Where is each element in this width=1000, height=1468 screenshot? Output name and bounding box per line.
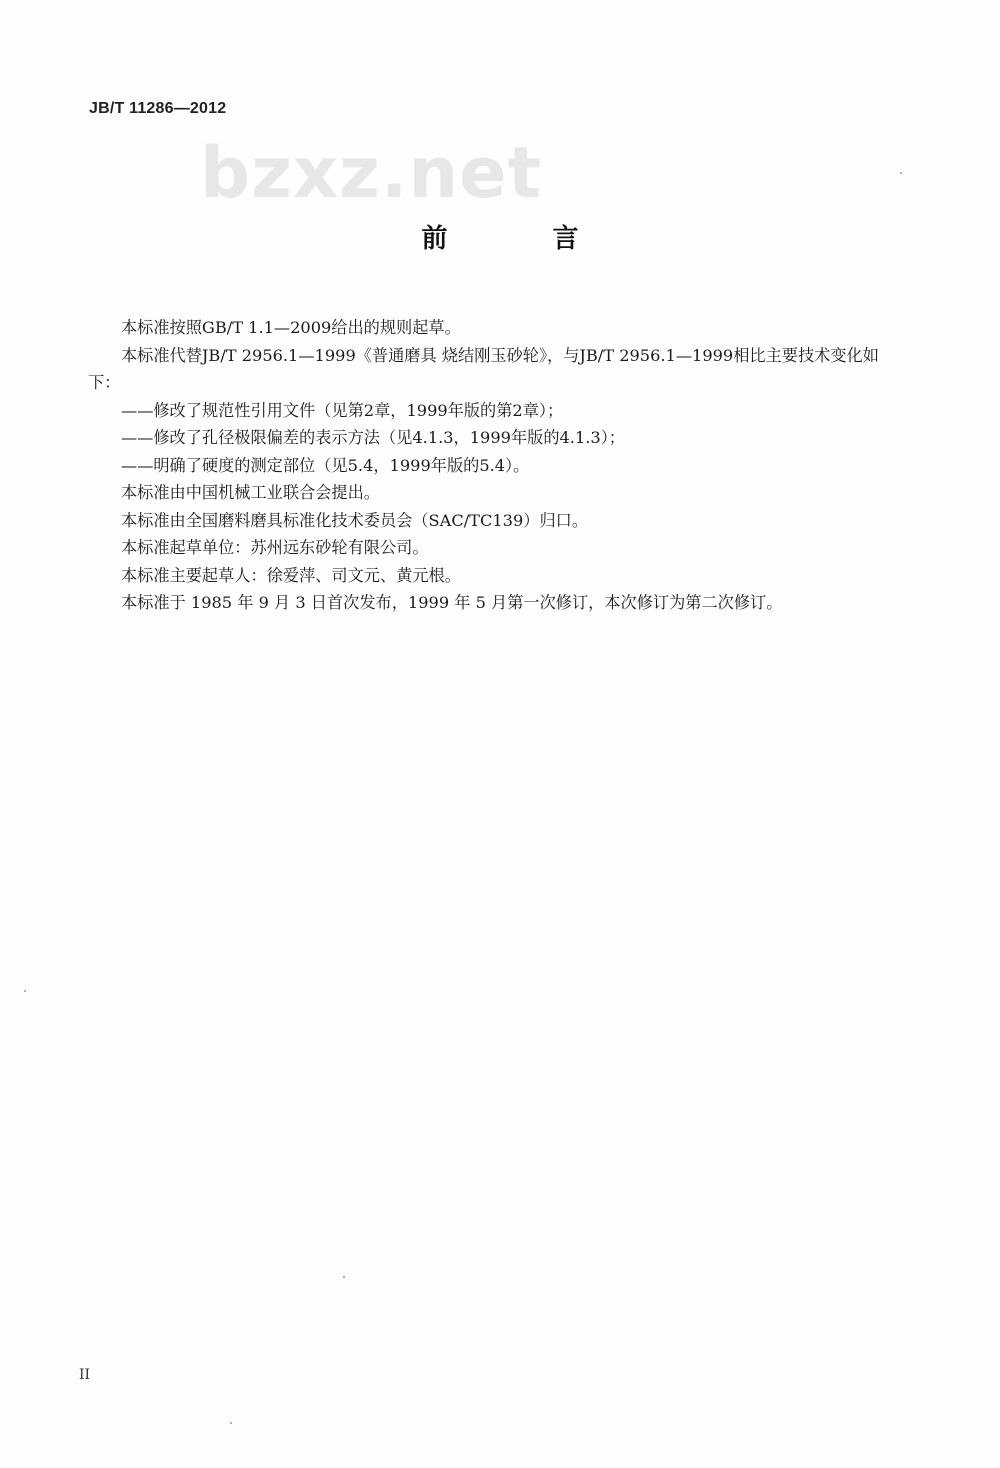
paragraph-proposer: 本标准由中国机械工业联合会提出。 <box>121 483 380 502</box>
page-title: 前 言 <box>421 224 627 254</box>
scan-speck <box>24 990 26 992</box>
standard-code: JB/T 11286—2012 <box>89 100 227 117</box>
scan-speck <box>900 172 902 174</box>
watermark: bzxz.net <box>200 132 543 214</box>
change-item: ——明确了硬度的测定部位（见5.4，1999年版的5.4）。 <box>121 455 530 475</box>
paragraph-drafting-rule: 本标准按照GB/T 1.1—2009给出的规则起草。 <box>121 318 461 337</box>
paragraph-drafting-unit: 本标准起草单位：苏州远东砂轮有限公司。 <box>121 538 429 557</box>
change-item: ——修改了孔径极限偏差的表示方法（见4.1.3，1999年版的4.1.3）； <box>121 428 625 447</box>
paragraph-centralized: 本标准由全国磨料磨具标准化技术委员会（SAC/TC139）归口。 <box>121 510 589 530</box>
paragraph-history: 本标准于 1985 年 9 月 3 日首次发布，1999 年 5 月第一次修订，本次修订为第二次修订。 <box>121 593 783 612</box>
scan-speck <box>230 1422 232 1424</box>
page-number: II <box>79 1367 91 1383</box>
change-item: ——修改了规范性引用文件（见第2章，1999年版的第2章）； <box>121 400 564 420</box>
paragraph-replacement: 本标准代替JB/T 2956.1—1999《普通磨具 烧结刚玉砂轮》，与JB/T 2956.1—1999相比主要技术变化如下： <box>88 345 879 392</box>
scan-speck <box>343 1276 345 1278</box>
foreword-body <box>88 314 910 617</box>
paragraph-drafters: 本标准主要起草人：徐爱萍、司文元、黄元根。 <box>121 565 461 585</box>
